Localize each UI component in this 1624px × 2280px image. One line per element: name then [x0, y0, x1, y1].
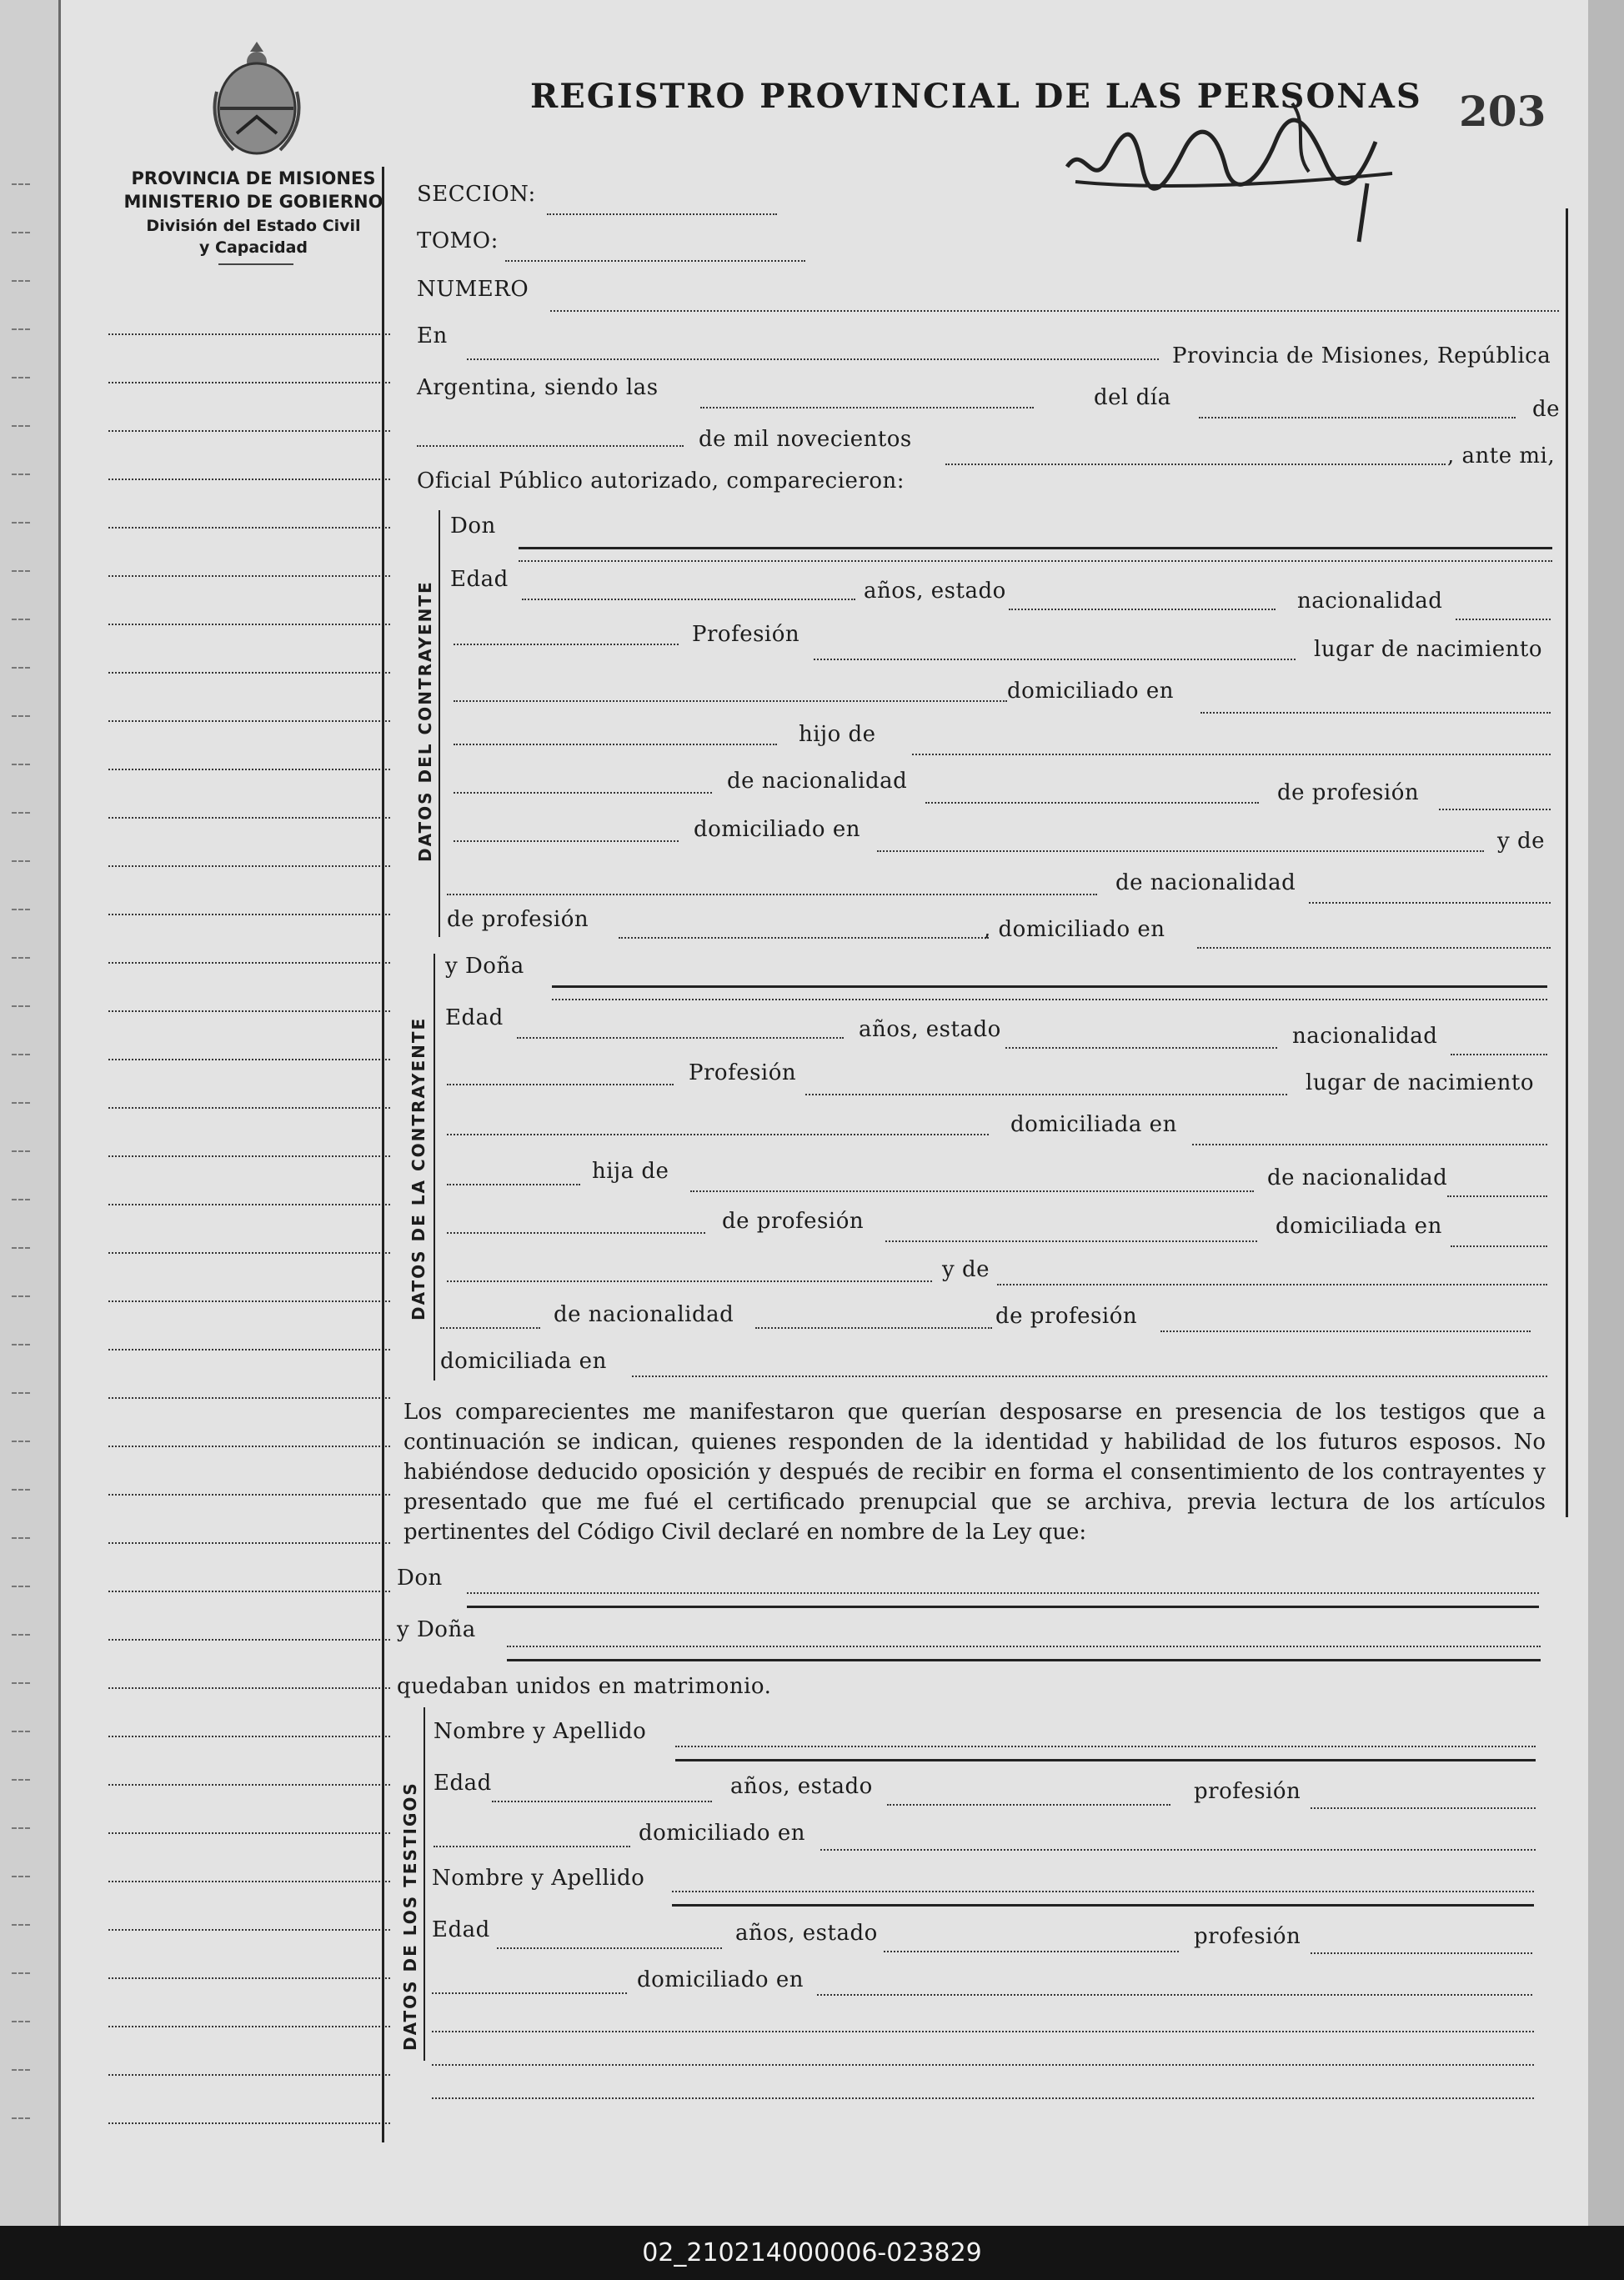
dia-field[interactable]	[1199, 417, 1516, 418]
margin-line	[108, 1107, 390, 1109]
padre-field[interactable]	[912, 754, 1551, 755]
binding-tick	[12, 1199, 30, 1200]
binding-tick	[12, 1054, 30, 1055]
profesion-field[interactable]	[814, 659, 1296, 660]
binding-tick	[12, 1731, 30, 1732]
decl-don-label: Don	[397, 1566, 443, 1591]
nacionalidad-label: nacionalidad	[1297, 589, 1443, 614]
margin-line	[108, 1446, 390, 1447]
testigo1-edad-field[interactable]	[492, 1801, 712, 1802]
lugar-nacimiento-label: lugar de nacimiento	[1314, 637, 1543, 662]
decl-don-underline	[467, 1606, 1539, 1608]
page-title: REGISTRO PROVINCIAL DE LAS PERSONAS	[530, 77, 1422, 116]
margin-line	[108, 769, 390, 770]
numero-field[interactable]	[550, 310, 1559, 312]
tomo-field[interactable]	[505, 260, 805, 262]
margin-line	[108, 2074, 390, 2076]
binding-tick	[12, 1247, 30, 1249]
de-nacionalidad-label-f-2: de nacionalidad	[554, 1302, 734, 1327]
testigo2-profesion-field[interactable]	[1311, 1952, 1532, 1954]
margin-line	[108, 1349, 390, 1350]
testigo2-nombre-underline	[672, 1904, 1534, 1907]
margin-line	[108, 1639, 390, 1641]
folio-number: 203	[1459, 87, 1546, 136]
testigo2-estado-field[interactable]	[884, 1951, 1179, 1952]
dona-field[interactable]	[552, 985, 1547, 988]
handwritten-signature	[1059, 92, 1426, 258]
testigo1-nombre-label: Nombre y Apellido	[434, 1719, 647, 1744]
don-field[interactable]	[519, 547, 1552, 549]
binding-tick	[12, 425, 30, 427]
domicilio-field-f[interactable]	[1192, 1144, 1547, 1145]
madre-field[interactable]	[447, 894, 1097, 895]
profesion-pre-field[interactable]	[454, 644, 679, 645]
decl-dona-label: y Doña	[397, 1617, 476, 1642]
seccion-field[interactable]	[547, 213, 777, 215]
y-de-label: y de	[1497, 829, 1545, 854]
de-label: de	[1532, 397, 1561, 422]
edad-label-f: Edad	[445, 1005, 504, 1030]
padre-domicilio-field-f-2[interactable]	[447, 1280, 932, 1282]
padre-nacionalidad-field[interactable]	[925, 802, 1259, 804]
testigo2-anos-label: años, estado	[735, 1921, 878, 1946]
margin-line	[108, 2026, 390, 2027]
binding-tick	[12, 474, 30, 475]
binding-tick	[12, 667, 30, 669]
margin-line	[108, 962, 390, 964]
en-label: En	[417, 323, 448, 348]
lugar-field-f[interactable]	[447, 1134, 989, 1135]
testigos-extra-line-1[interactable]	[432, 2031, 1534, 2032]
profesion-pre-field-f[interactable]	[447, 1084, 674, 1085]
binding-tick	[12, 2117, 30, 2119]
margin-line	[108, 720, 390, 722]
anio-field[interactable]	[945, 464, 1446, 465]
de-profesion-label: de profesión	[1277, 780, 1420, 805]
lugar-nacimiento-label-f: lugar de nacimiento	[1306, 1070, 1535, 1095]
province-heading: PROVINCIA DE MISIONES	[131, 168, 376, 188]
binding-tick	[12, 1634, 30, 1636]
margin-line	[108, 672, 390, 674]
binding-tick	[12, 1924, 30, 1926]
margin-line	[108, 1929, 390, 1931]
edad-label: Edad	[450, 567, 509, 592]
binding-tick	[12, 1827, 30, 1829]
decl-dona-field[interactable]	[507, 1646, 1541, 1647]
domiciliado-en-label-3: , domiciliado en	[984, 917, 1165, 942]
tomo-label: TOMO:	[417, 228, 499, 253]
margin-line	[108, 1881, 390, 1882]
margin-line	[108, 1155, 390, 1157]
division-heading-2: y Capacidad	[199, 238, 308, 257]
binding-tick	[12, 957, 30, 959]
domicilio-field-f-2[interactable]	[447, 1184, 580, 1185]
del-dia-label: del día	[1094, 385, 1171, 410]
binding-tick	[12, 1344, 30, 1345]
binding-tick	[12, 1779, 30, 1781]
padre-domicilio-field[interactable]	[877, 850, 1484, 852]
testigo1-profesion-label: profesión	[1194, 1779, 1301, 1804]
margin-line	[108, 1784, 390, 1786]
binding-tick	[12, 328, 30, 330]
oficial-label: Oficial Público autorizado, comparecieron:	[417, 469, 905, 494]
madre-profesion-field-f[interactable]	[1160, 1330, 1531, 1332]
de-nacionalidad-label-f: de nacionalidad	[1267, 1165, 1448, 1190]
margin-line	[108, 817, 390, 819]
margin-line	[108, 1977, 390, 1979]
heading-underline	[218, 263, 293, 265]
binding-tick	[12, 232, 30, 233]
madre-domicilio-field-f[interactable]	[632, 1376, 1547, 1377]
binding-tick	[12, 1150, 30, 1152]
form-right-border	[1566, 208, 1568, 1517]
margin-line	[108, 1252, 390, 1254]
domiciliado-en-label: domiciliado en	[1007, 679, 1174, 704]
margin-line	[108, 1494, 390, 1496]
padre-profesion-field[interactable]	[1439, 809, 1551, 810]
madre-field-f[interactable]	[997, 1284, 1547, 1285]
padre-profesion-field-2[interactable]	[454, 840, 679, 842]
binding-tick	[12, 522, 30, 524]
provincia-label: Provincia de Misiones, República	[1172, 343, 1551, 368]
dona-label: y Doña	[445, 954, 524, 979]
decl-don-field[interactable]	[467, 1592, 1539, 1594]
domiciliada-en-label-2: domiciliada en	[1276, 1214, 1442, 1239]
margin-line	[108, 1542, 390, 1544]
nacionalidad-field[interactable]	[1456, 619, 1551, 620]
testigo1-nombre-field[interactable]	[675, 1746, 1536, 1747]
don-label: Don	[450, 514, 496, 539]
en-field[interactable]	[467, 358, 1159, 360]
margin-line	[108, 575, 390, 577]
testigo2-profesion-label: profesión	[1194, 1924, 1301, 1949]
padre-profesion-field-f[interactable]	[885, 1240, 1257, 1242]
testigo2-domicilio-field[interactable]	[817, 1994, 1532, 1996]
padre-field-2[interactable]	[454, 792, 712, 794]
edad-field-f[interactable]	[517, 1037, 844, 1039]
dona-field-2[interactable]	[552, 999, 1547, 1000]
hijo-de-label: hijo de	[799, 722, 876, 747]
testigo1-domicilio-field[interactable]	[820, 1849, 1536, 1851]
mes-field[interactable]	[417, 445, 684, 447]
lugar-field[interactable]	[454, 700, 1007, 702]
margin-line	[108, 1059, 390, 1060]
binding-tick	[12, 1682, 30, 1684]
anos-estado-label-f: años, estado	[859, 1017, 1001, 1042]
binding-tick	[12, 280, 30, 282]
seccion-label: SECCION:	[417, 182, 536, 207]
contrayente-bracket	[439, 510, 440, 937]
estado-field[interactable]	[1009, 609, 1276, 610]
ante-mi-label: , ante mi,	[1447, 443, 1556, 469]
margin-line	[108, 1397, 390, 1399]
padre-nac-field-f-2[interactable]	[447, 1232, 705, 1234]
domicilio-field[interactable]	[1200, 712, 1551, 714]
page-edge	[1588, 0, 1624, 2226]
padre-nacionalidad-field-f[interactable]	[1447, 1195, 1547, 1197]
padre-field-f[interactable]	[690, 1190, 1254, 1192]
testigo1-estado-field[interactable]	[887, 1804, 1170, 1806]
testigo2-edad-label: Edad	[432, 1917, 490, 1942]
hora-field[interactable]	[700, 407, 1034, 408]
margin-line	[108, 1591, 390, 1592]
binding-tick	[12, 1102, 30, 1104]
binding-tick	[12, 715, 30, 717]
margin-line	[108, 430, 390, 432]
nacionalidad-field-f[interactable]	[1451, 1054, 1547, 1055]
contrayente-side-label: DATOS DEL CONTRAYENTE	[415, 580, 435, 862]
de-profesion-label-f-2: de profesión	[995, 1304, 1138, 1329]
nacionalidad-label-f: nacionalidad	[1292, 1024, 1438, 1049]
contrayenta-side-label: DATOS DE LA CONTRAYENTE	[409, 1016, 429, 1320]
image-caption: 02_210214000006-023829	[0, 2226, 1624, 2280]
binding-tick	[12, 1005, 30, 1007]
binding-tick	[12, 909, 30, 910]
margin-line	[108, 1300, 390, 1302]
binding-tick	[12, 2021, 30, 2022]
testigo1-pre-dom-field[interactable]	[434, 1846, 630, 1847]
testigo1-domiciliado-label: domiciliado en	[639, 1821, 805, 1846]
testigo1-anos-label: años, estado	[730, 1774, 873, 1799]
madre-field-f-2[interactable]	[440, 1327, 540, 1329]
de-nacionalidad-label-2: de nacionalidad	[1115, 870, 1296, 895]
don-field-2[interactable]	[519, 560, 1552, 562]
testigos-bracket	[424, 1707, 425, 2061]
binding-strip	[0, 0, 61, 2226]
ministry-heading: MINISTERIO DE GOBIERNO	[123, 192, 383, 212]
binding-tick	[12, 1489, 30, 1491]
margin-line	[108, 914, 390, 915]
anos-estado-label: años, estado	[864, 579, 1006, 604]
binding-tick	[12, 2069, 30, 2071]
margin-line	[108, 2122, 390, 2124]
mil-novecientos-label: de mil novecientos	[699, 427, 912, 452]
testigos-extra-line-3[interactable]	[432, 2097, 1534, 2099]
margin-line	[108, 382, 390, 383]
argentina-label: Argentina, siendo las	[417, 375, 659, 400]
profesion-label: Profesión	[692, 622, 800, 647]
margin-line	[108, 1204, 390, 1205]
binding-tick	[12, 1586, 30, 1587]
margin-line	[108, 1736, 390, 1737]
division-heading: División del Estado Civil	[146, 217, 361, 235]
margin-line	[108, 333, 390, 335]
padre-domicilio-field-f[interactable]	[1451, 1245, 1547, 1247]
testigo2-domiciliado-label: domiciliado en	[637, 1967, 804, 1992]
profesion-label-f: Profesión	[689, 1060, 797, 1085]
de-profesion-label-f: de profesión	[722, 1209, 865, 1234]
testigo1-nombre-underline	[675, 1759, 1536, 1761]
binding-tick	[12, 1441, 30, 1442]
margin-line	[108, 527, 390, 529]
domiciliada-en-label: domiciliada en	[1010, 1112, 1177, 1137]
binding-tick	[12, 1876, 30, 1877]
binding-tick	[12, 619, 30, 620]
madre-profesion-field[interactable]	[619, 937, 989, 939]
binding-tick	[12, 183, 30, 185]
coat-of-arms-emblem	[208, 33, 305, 158]
testigo1-profesion-field[interactable]	[1311, 1807, 1536, 1809]
margin-line	[108, 1687, 390, 1689]
estado-field-f[interactable]	[1005, 1047, 1277, 1049]
form-left-border	[382, 167, 384, 2142]
madre-nacionalidad-field[interactable]	[1309, 902, 1551, 904]
margin-line	[108, 624, 390, 625]
domicilio-field-2[interactable]	[454, 744, 777, 745]
binding-tick	[12, 377, 30, 378]
de-profesion-label-2: de profesión	[447, 907, 589, 932]
closing-text: quedaban unidos en matrimonio.	[397, 1674, 772, 1699]
edad-field[interactable]	[522, 599, 855, 600]
margin-line	[108, 1832, 390, 1834]
binding-tick	[12, 812, 30, 814]
testigos-extra-line-2[interactable]	[432, 2064, 1534, 2066]
y-de-label-f: y de	[942, 1257, 990, 1282]
testigo2-nombre-field[interactable]	[672, 1891, 1534, 1892]
binding-tick	[12, 860, 30, 862]
testigo2-edad-field[interactable]	[497, 1947, 722, 1949]
binding-tick	[12, 1972, 30, 1974]
margin-line	[108, 479, 390, 480]
binding-tick	[12, 1392, 30, 1394]
margin-line	[108, 1010, 390, 1012]
binding-tick	[12, 764, 30, 765]
hija-de-label: hija de	[592, 1159, 669, 1184]
margin-line	[108, 865, 390, 867]
de-nacionalidad-label: de nacionalidad	[727, 769, 908, 794]
decl-dona-underline	[507, 1659, 1541, 1661]
numero-label: NUMERO	[417, 277, 529, 302]
madre-nacionalidad-field-f[interactable]	[755, 1327, 992, 1329]
binding-tick	[12, 1537, 30, 1539]
testigo2-nombre-label: Nombre y Apellido	[432, 1866, 645, 1891]
binding-tick	[12, 570, 30, 572]
contrayenta-bracket	[434, 954, 435, 1381]
binding-tick	[12, 1295, 30, 1297]
testigo1-edad-label: Edad	[434, 1771, 492, 1796]
madre-domicilio-field[interactable]	[1197, 947, 1551, 949]
declaration-paragraph: Los comparecientes me manifestaron que querían desposarse en presencia de los testigos que a continuación se indican, quienes responden de la identidad y habilidad de los futuros esposos. No habiéndose deducido oposición y después de recibir en forma el consentimiento de los contrayentes y presentado que me fué el certificado prenupcial que se archiva, previa lectura de los artículos pertinentes del Código Civil declaré en nombre de la Ley que:	[403, 1400, 1546, 1545]
domiciliado-en-label-2: domiciliado en	[694, 817, 860, 842]
testigo2-pre-dom-field[interactable]	[432, 1992, 627, 1994]
testigos-side-label: DATOS DE LOS TESTIGOS	[400, 1781, 420, 2051]
profesion-field-f[interactable]	[805, 1094, 1287, 1095]
domiciliada-en-label-3: domiciliada en	[440, 1349, 607, 1374]
